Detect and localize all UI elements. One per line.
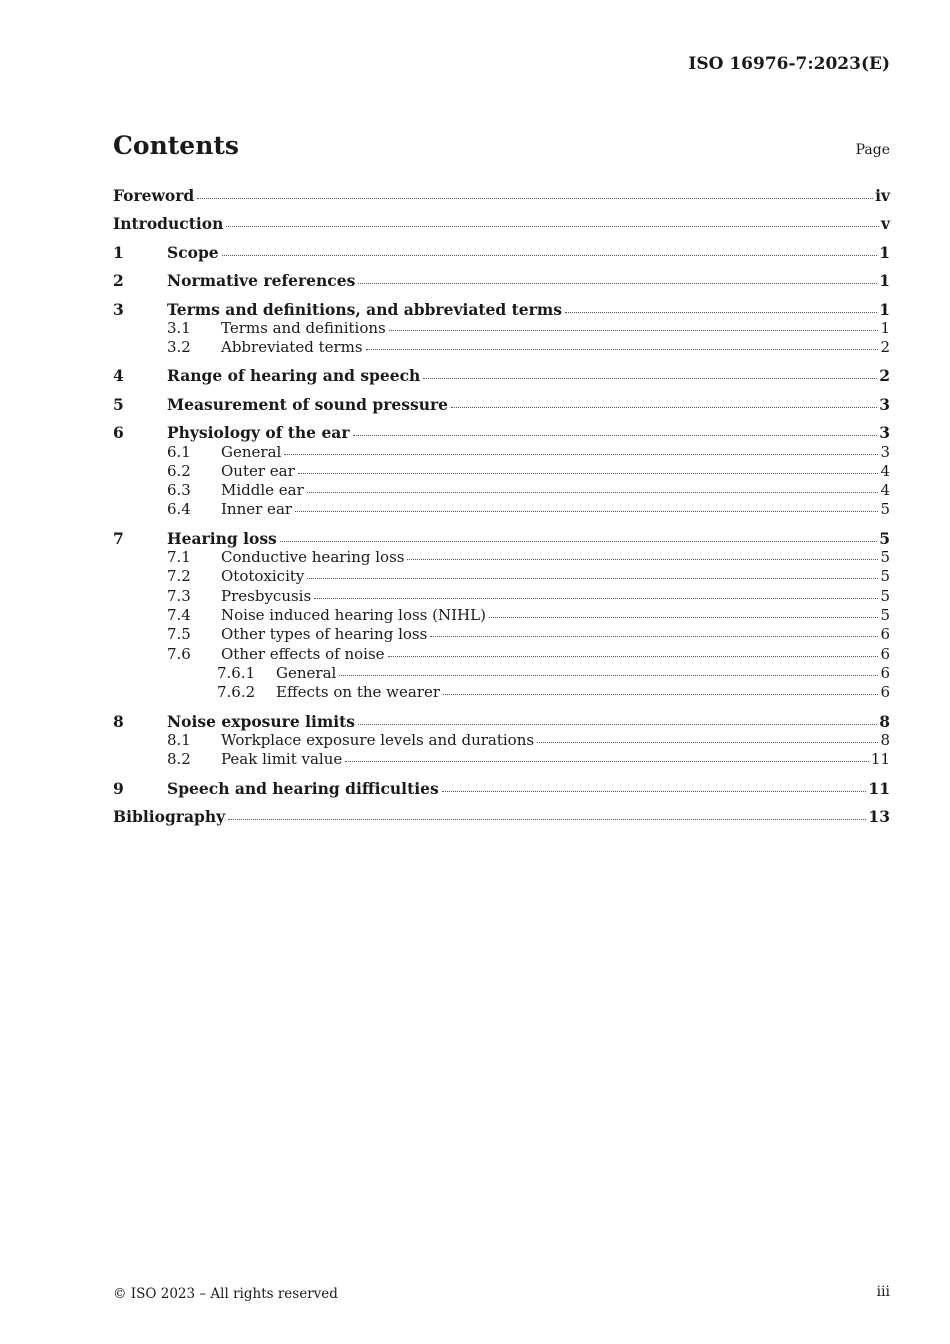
toc-entry-page: 5	[880, 548, 890, 566]
toc-entry-number: 8	[113, 712, 124, 731]
toc-entry[interactable]	[113, 606, 890, 626]
toc-entry[interactable]	[113, 462, 890, 482]
toc-entry-title: General	[276, 664, 337, 682]
toc-entry-number: 3.1	[167, 319, 191, 337]
toc-entry-title: Noise exposure limits	[167, 712, 356, 731]
page-number: iii	[876, 1284, 890, 1300]
toc-entry[interactable]	[113, 567, 890, 587]
toc-entry-number: 6.1	[167, 443, 191, 461]
toc-entry-number: 2	[113, 271, 124, 290]
dot-leader	[389, 330, 879, 331]
toc-entry-number: 7	[113, 529, 124, 548]
toc-entry[interactable]	[113, 214, 890, 234]
dot-leader	[345, 761, 869, 762]
toc-entry[interactable]	[113, 423, 890, 443]
toc-entry-number: 1	[113, 243, 124, 262]
toc-entry-title: Other effects of noise	[221, 645, 385, 663]
toc-entry-title: Terms and definitions, and abbreviated terms	[167, 300, 562, 319]
toc-entry-title: Inner ear	[221, 500, 293, 518]
dot-leader	[280, 541, 877, 542]
toc-entry-page: 1	[879, 271, 890, 290]
toc-entry-page: 1	[880, 319, 890, 337]
dot-leader	[307, 578, 878, 579]
toc-entry[interactable]	[113, 807, 890, 827]
dot-leader	[358, 283, 877, 284]
toc-entry-page: 3	[879, 395, 890, 414]
toc-entry-page: v	[880, 214, 890, 233]
toc-entry[interactable]	[113, 186, 890, 206]
toc-entry-page: 1	[879, 243, 890, 262]
dot-leader	[307, 492, 879, 493]
toc-entry[interactable]	[113, 750, 890, 770]
toc-entry-page: 6	[880, 664, 890, 682]
dot-leader	[353, 435, 878, 436]
dot-leader	[298, 473, 879, 474]
dot-leader	[366, 349, 879, 350]
toc-entry-title: General	[221, 443, 282, 461]
toc-entry-number: 3.2	[167, 338, 191, 356]
toc-entry-title: Physiology of the ear	[167, 423, 350, 442]
toc-entry[interactable]	[113, 625, 890, 645]
toc-entry-number: 9	[113, 779, 124, 798]
toc-entry-title: Terms and definitions	[221, 319, 386, 337]
toc-entry-page: 4	[880, 481, 890, 499]
dot-leader	[295, 511, 878, 512]
dot-leader	[197, 198, 873, 199]
toc-entry[interactable]	[113, 683, 890, 703]
toc-entry-title: Effects on the wearer	[276, 683, 441, 701]
toc-entry-number: 8.1	[167, 731, 191, 749]
toc-entry-title: Middle ear	[221, 481, 304, 499]
toc-entry[interactable]	[113, 243, 890, 263]
dot-leader	[314, 598, 878, 599]
toc-entry-title: Scope	[167, 243, 219, 262]
toc-entry-page: 13	[868, 807, 890, 826]
toc-entry-page: 11	[868, 779, 890, 798]
toc-entry-title: Outer ear	[221, 462, 295, 480]
toc-entry[interactable]	[113, 529, 890, 549]
dot-leader	[430, 636, 878, 637]
dot-leader	[228, 819, 866, 820]
toc-entry-page: 2	[879, 366, 890, 385]
page-title: Contents	[113, 131, 240, 160]
toc-entry[interactable]	[113, 587, 890, 607]
toc-entry[interactable]	[113, 366, 890, 386]
dot-leader	[222, 255, 878, 256]
toc-entry-page: 2	[880, 338, 890, 356]
toc-entry[interactable]	[113, 548, 890, 568]
toc-entry[interactable]	[113, 481, 890, 501]
toc-entry-page: 11	[870, 750, 890, 768]
toc-entry-number: 4	[113, 366, 124, 385]
toc-entry-page: 3	[880, 443, 890, 461]
dot-leader	[388, 656, 879, 657]
toc-entry-title: Hearing loss	[167, 529, 277, 548]
toc-entry[interactable]	[113, 645, 890, 665]
toc-entry[interactable]	[113, 664, 890, 684]
dot-leader	[358, 724, 877, 725]
toc-entry[interactable]	[113, 712, 890, 732]
toc-entry-number: 6.3	[167, 481, 191, 499]
dot-leader	[443, 694, 878, 695]
dot-leader	[537, 742, 878, 743]
toc-entry-title: Measurement of sound pressure	[167, 395, 449, 414]
toc-entry-page: 5	[880, 606, 890, 624]
toc-entry-page: 6	[880, 683, 890, 701]
toc-entry-number: 7.2	[167, 567, 191, 585]
copyright-notice: © ISO 2023 – All rights reserved	[113, 1286, 338, 1302]
toc-entry-number: 3	[113, 300, 124, 319]
toc-entry-title: Abbreviated terms	[221, 338, 363, 356]
dot-leader	[407, 559, 878, 560]
toc-entry[interactable]	[113, 271, 890, 291]
toc-entry-title: Introduction	[113, 214, 224, 233]
toc-entry-number: 5	[113, 395, 124, 414]
toc-entry-title: Ototoxicity	[221, 567, 305, 585]
toc-entry-number: 7.4	[167, 606, 191, 624]
toc-entry-page: 5	[880, 500, 890, 518]
toc-entry[interactable]	[113, 319, 890, 339]
toc-entry-number: 6	[113, 423, 124, 442]
toc-entry-title: Presbycusis	[221, 587, 312, 605]
toc-entry-number: 7.5	[167, 625, 191, 643]
toc-entry-title: Bibliography	[113, 807, 226, 826]
toc-entry[interactable]	[113, 443, 890, 463]
dot-leader	[423, 378, 877, 379]
toc-entry-title: Conductive hearing loss	[221, 548, 405, 566]
toc-entry[interactable]	[113, 779, 890, 799]
toc-entry-page: 8	[880, 731, 890, 749]
dot-leader	[226, 226, 879, 227]
toc-entry-title: Other types of hearing loss	[221, 625, 428, 643]
document-id: ISO 16976-7:2023(E)	[688, 54, 890, 74]
toc-entry-page: iv	[875, 186, 890, 205]
toc-entry-page: 8	[879, 712, 890, 731]
toc-entry[interactable]	[113, 300, 890, 320]
toc-entry-number: 7.3	[167, 587, 191, 605]
toc-entry-number: 6.2	[167, 462, 191, 480]
toc-entry-title: Speech and hearing difficulties	[167, 779, 439, 798]
toc-entry-page: 1	[879, 300, 890, 319]
toc-entry-number: 6.4	[167, 500, 191, 518]
dot-leader	[565, 312, 877, 313]
dot-leader	[489, 617, 879, 618]
toc-entry-title: Workplace exposure levels and durations	[221, 731, 535, 749]
toc-entry-number: 7.6.2	[217, 683, 256, 701]
dot-leader	[442, 791, 867, 792]
toc-entry-title: Foreword	[113, 186, 195, 205]
toc-entry[interactable]	[113, 395, 890, 415]
toc-entry-number: 7.6.1	[217, 664, 256, 682]
toc-entry-page: 5	[880, 587, 890, 605]
toc-entry-title: Peak limit value	[221, 750, 343, 768]
toc-entry-number: 7.6	[167, 645, 191, 663]
toc-entry-page: 6	[880, 625, 890, 643]
toc-entry-page: 5	[880, 567, 890, 585]
toc-entry-page: 4	[880, 462, 890, 480]
toc-entry-page: 3	[879, 423, 890, 442]
toc-entry-page: 5	[879, 529, 890, 548]
toc-entry-title: Range of hearing and speech	[167, 366, 421, 385]
dot-leader	[339, 675, 878, 676]
toc-entry[interactable]	[113, 731, 890, 751]
toc-entry-page: 6	[880, 645, 890, 663]
page-column-label: Page	[855, 142, 890, 158]
toc-entry[interactable]	[113, 338, 890, 358]
toc-entry-number: 8.2	[167, 750, 191, 768]
dot-leader	[284, 454, 878, 455]
toc-entry-number: 7.1	[167, 548, 191, 566]
toc-entry-title: Normative references	[167, 271, 356, 290]
dot-leader	[451, 407, 877, 408]
toc-entry[interactable]	[113, 500, 890, 520]
toc-entry-title: Noise induced hearing loss (NIHL)	[221, 606, 486, 624]
